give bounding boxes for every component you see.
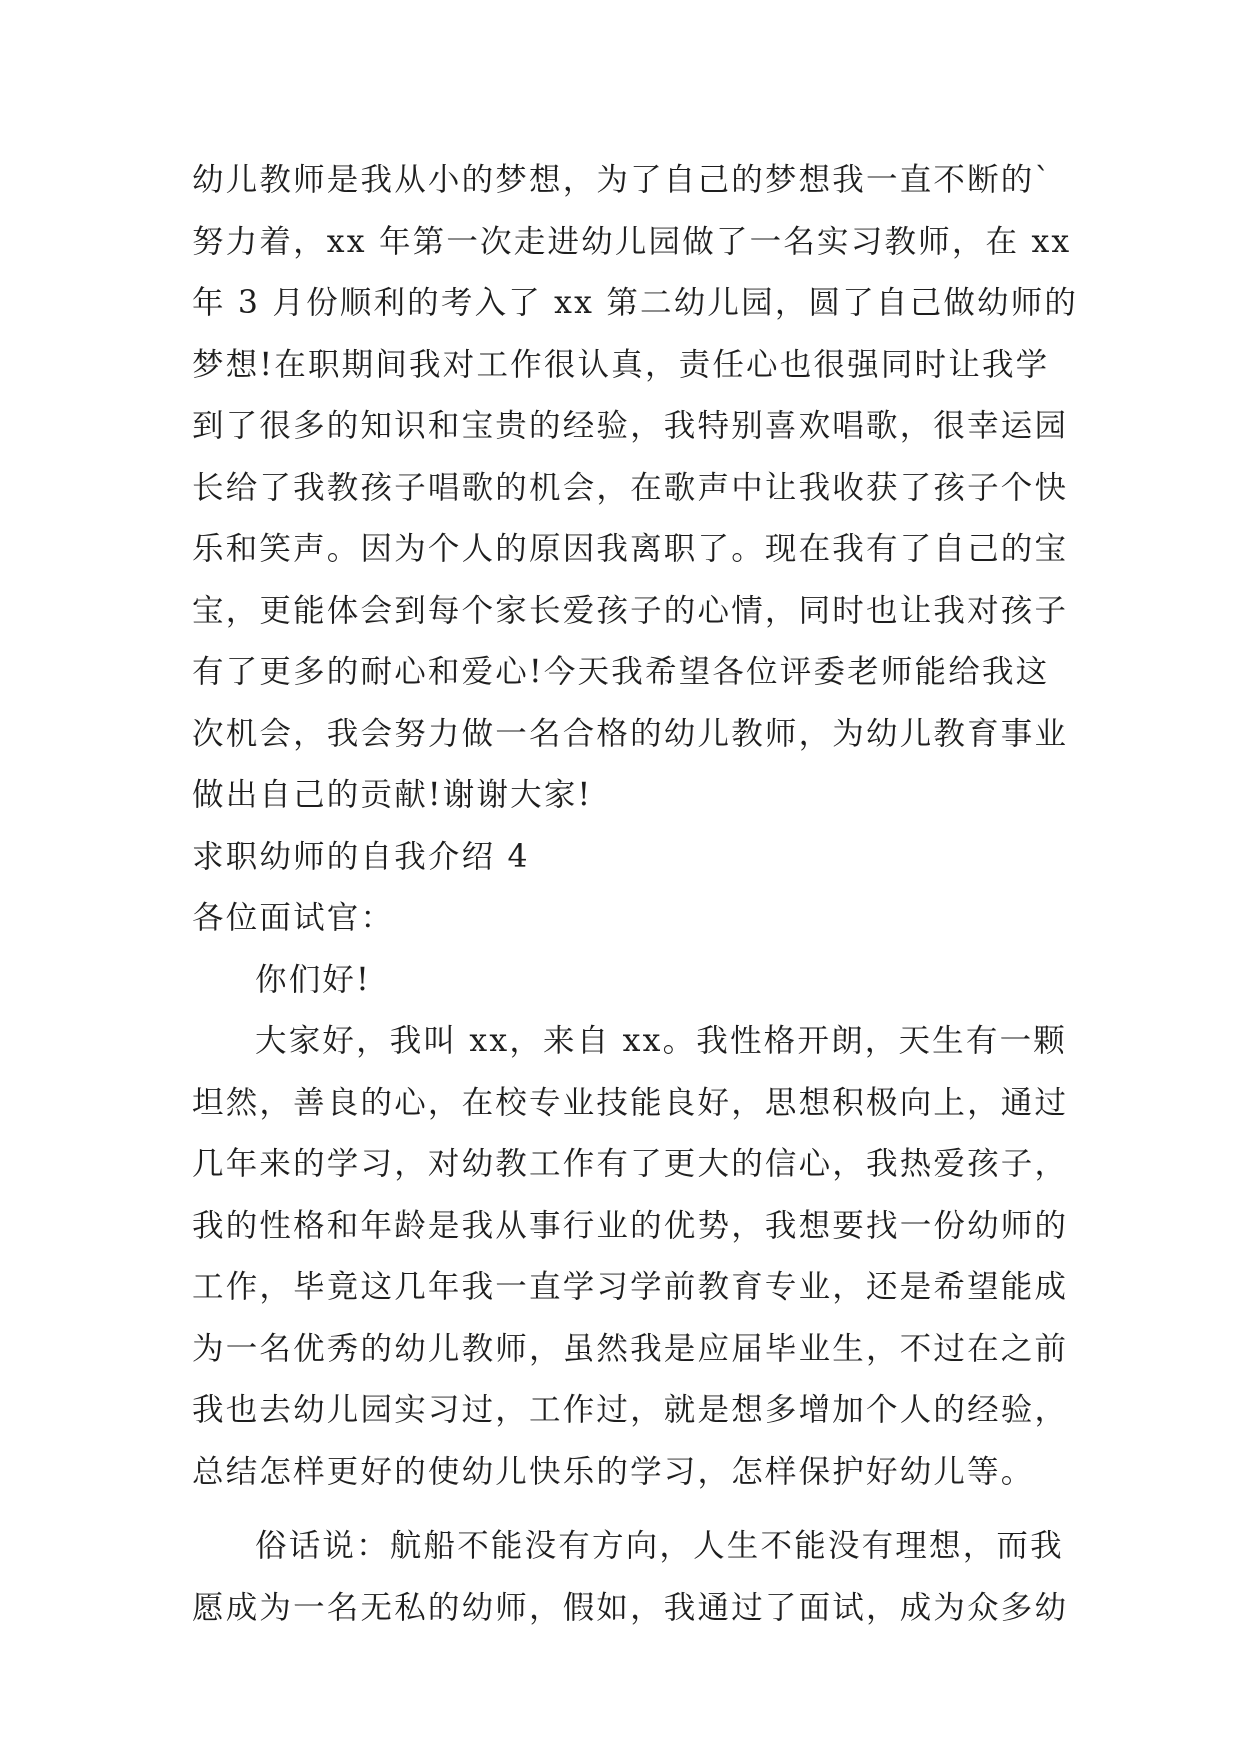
text-line: 总结怎样更好的使幼儿快乐的学习，怎样保护好幼儿等。 <box>192 1453 1035 1490</box>
paragraph-2 <box>192 1011 1072 1503</box>
text-line: 愿成为一名无私的幼师，假如，我通过了面试，成为众多幼 <box>192 1589 1069 1626</box>
text-line: 年 3 月份顺利的考入了 xx 第二幼儿园，圆了自己做幼师的 <box>192 285 1079 321</box>
text-line: 梦想!在职期间我对工作很认真，责任心也很强同时让我学 <box>192 346 1050 383</box>
text-line: 俗话说：航船不能没有方向，人生不能没有理想，而我 <box>255 1528 1064 1564</box>
text-line: 大家好，我叫 xx，来自 xx。我性格开朗，天生有一颗 <box>255 1023 1067 1059</box>
text-line: 幼儿教师是我从小的梦想，为了自己的梦想我一直不断的` <box>192 162 1053 198</box>
text-line: 工作，毕竟这几年我一直学习学前教育专业，还是希望能成 <box>192 1269 1069 1305</box>
text-line: 我的性格和年龄是我从事行业的优势，我想要找一份幼师的 <box>192 1207 1069 1244</box>
text-line: 有了更多的耐心和爱心!今天我希望各位评委老师能给我这 <box>192 654 1050 690</box>
greeting: 你们好! <box>255 961 371 998</box>
text-line: 坦然，善良的心，在校专业技能良好，思想积极向上，通过 <box>192 1084 1069 1121</box>
section-title: 求职幼师的自我介绍 4 <box>192 838 530 875</box>
text-line: 到了很多的知识和宝贵的经验，我特别喜欢唱歌，很幸运园 <box>192 408 1069 444</box>
document-body <box>192 150 1079 1639</box>
paragraph-1 <box>192 150 1079 827</box>
text-line: 长给了我教孩子唱歌的机会，在歌声中让我收获了孩子个快 <box>192 469 1069 506</box>
text-line: 次机会，我会努力做一名合格的幼儿教师，为幼儿教育事业 <box>192 715 1069 752</box>
text-line: 宝，更能体会到每个家长爱孩子的心情，同时也让我对孩子 <box>192 592 1069 629</box>
paragraph-3 <box>192 1516 1072 1639</box>
text-line: 为一名优秀的幼儿教师，虽然我是应届毕业生，不过在之前 <box>192 1330 1069 1367</box>
text-line: 做出自己的贡献!谢谢大家! <box>192 777 593 813</box>
salutation: 各位面试官： <box>192 900 395 936</box>
text-line: 我也去幼儿园实习过，工作过，就是想多增加个人的经验， <box>192 1392 1069 1428</box>
text-line: 乐和笑声。因为个人的原因我离职了。现在我有了自己的宝 <box>192 531 1069 567</box>
text-line: 努力着，xx 年第一次走进幼儿园做了一名实习教师，在 xx <box>192 223 1072 260</box>
text-line: 几年来的学习，对幼教工作有了更大的信心，我热爱孩子， <box>192 1146 1069 1182</box>
